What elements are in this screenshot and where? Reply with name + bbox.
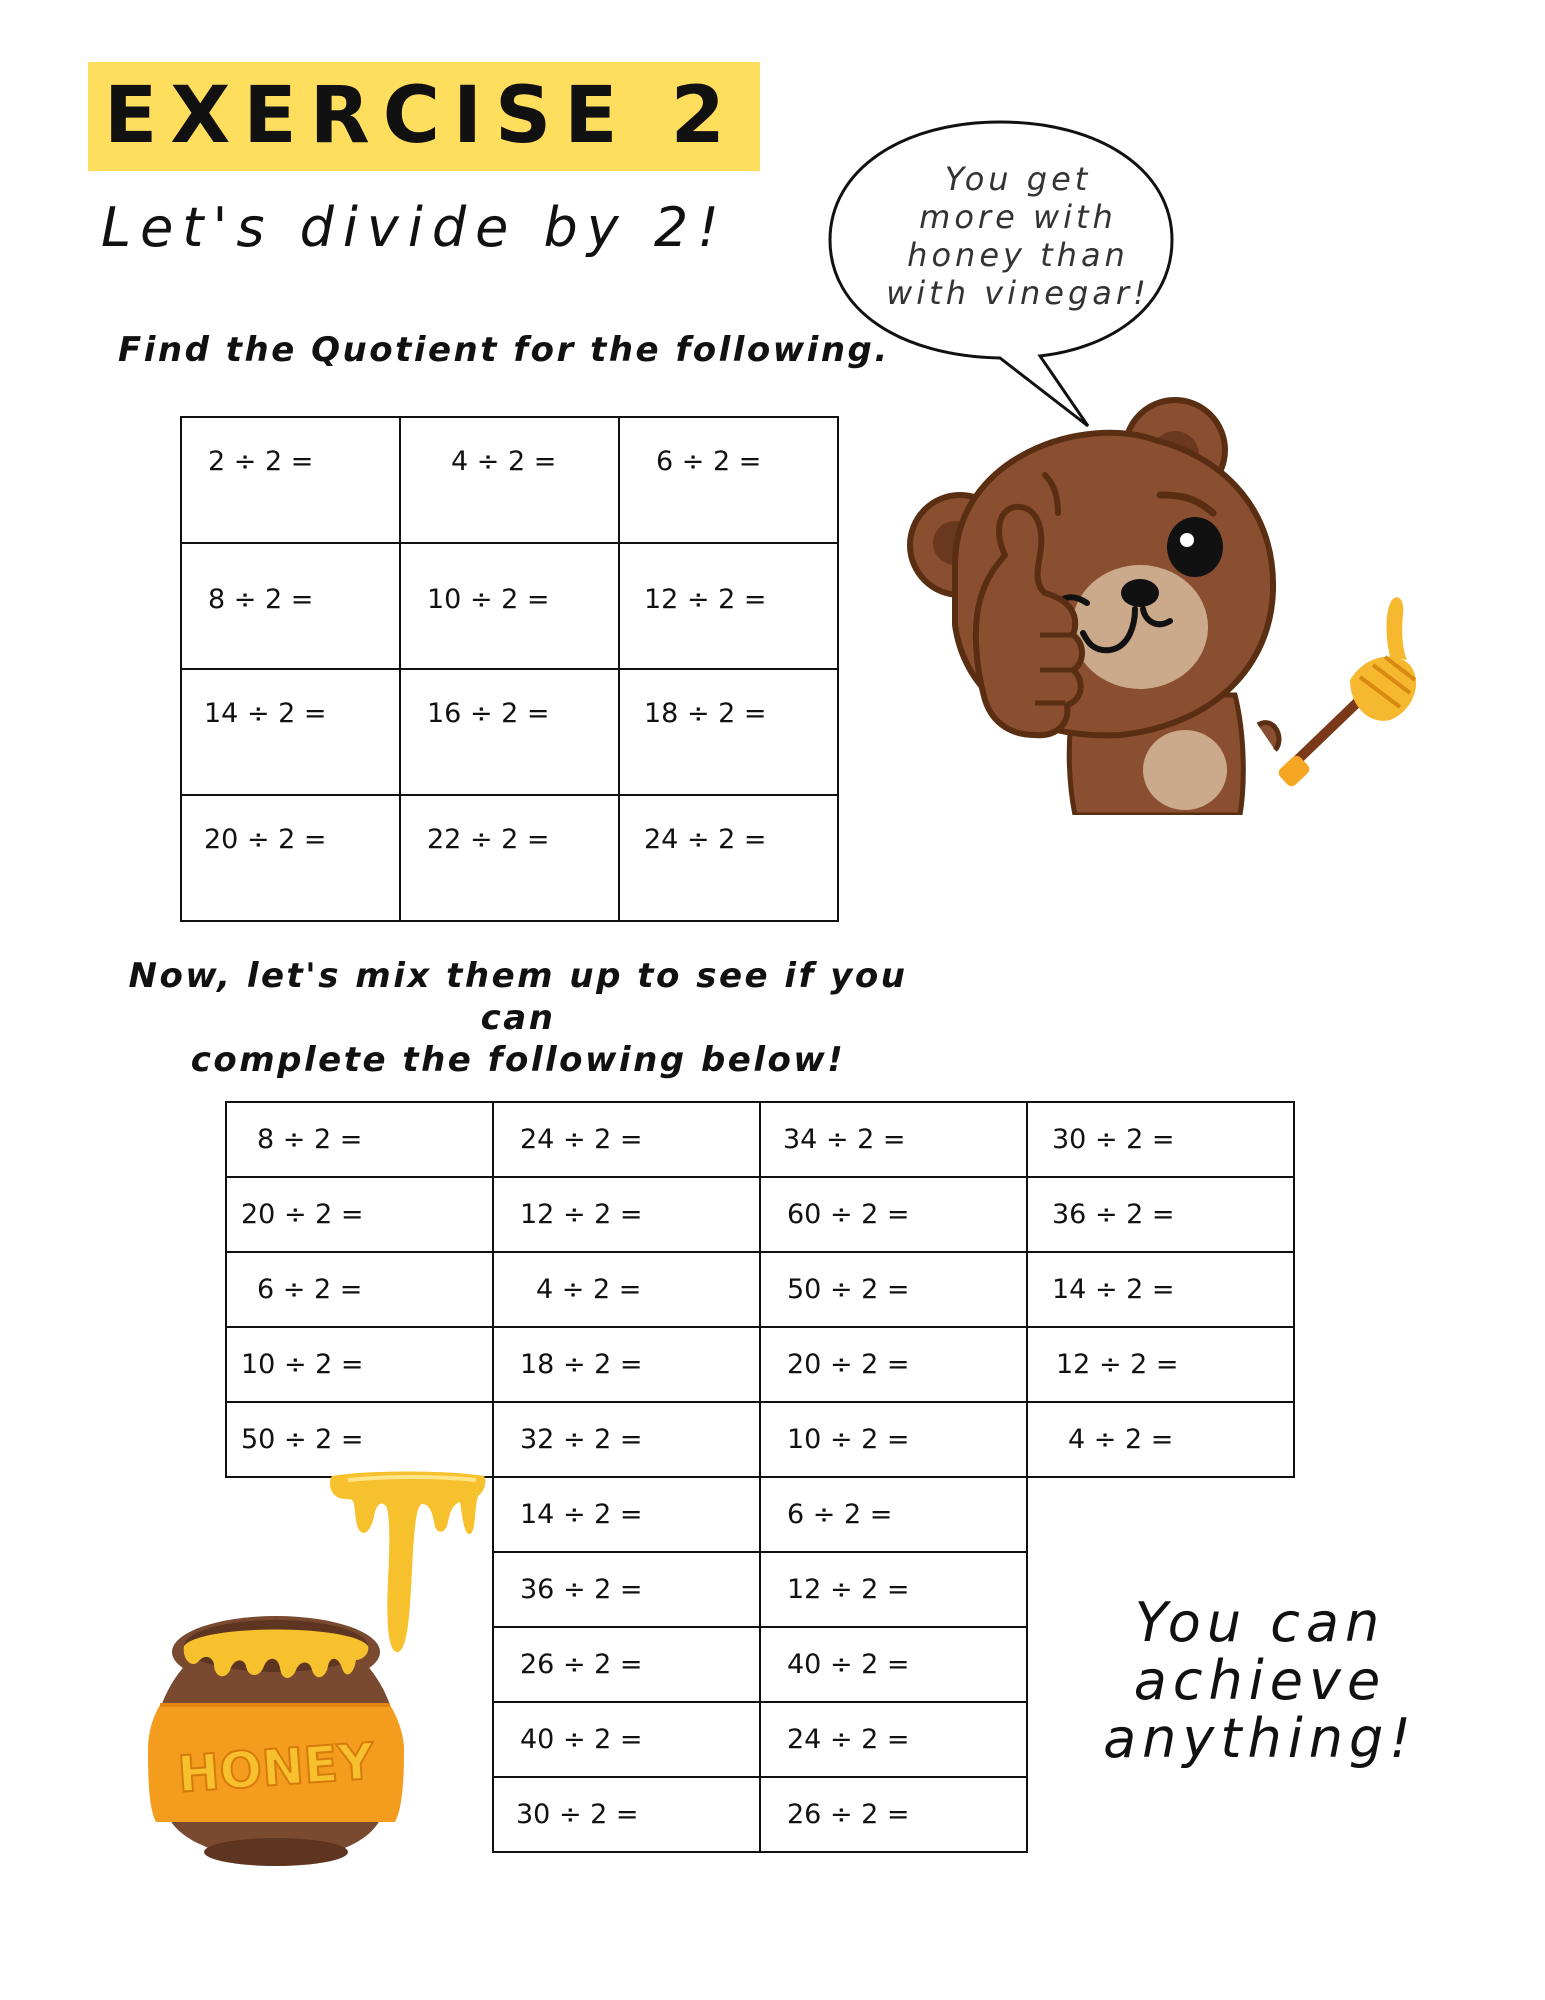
problem-cell[interactable]: 12 ÷ 2 = [493,1177,760,1252]
page-subtitle: Let's divide by 2! [101,196,728,259]
table-row [181,543,838,669]
problem-cell[interactable]: 14 ÷ 2 = [493,1477,760,1552]
problem-cell[interactable]: 40 ÷ 2 = [760,1627,1027,1702]
table-row [493,1477,1027,1552]
problem-cell[interactable]: 18 ÷ 2 = [493,1327,760,1402]
problem-cell[interactable]: 30 ÷ 2 = [493,1777,760,1852]
table-row [181,669,838,795]
problem-cell[interactable]: 2 ÷ 2 = [181,417,400,543]
problem-cell[interactable]: 50 ÷ 2 = [760,1252,1027,1327]
motto-line: You can [1134,1591,1386,1654]
problem-cell[interactable]: 50 ÷ 2 = [226,1402,493,1477]
motto-line: anything! [1103,1707,1417,1770]
problem-cell[interactable]: 32 ÷ 2 = [493,1402,760,1477]
problem-cell[interactable]: 40 ÷ 2 = [493,1702,760,1777]
problem-cell[interactable]: 4 ÷ 2 = [493,1252,760,1327]
problem-cell[interactable]: 26 ÷ 2 = [493,1627,760,1702]
instruction-second-line2: complete the following below! [190,1040,846,1080]
problem-cell[interactable]: 20 ÷ 2 = [181,795,400,921]
table-row [493,1702,1027,1777]
honey-pot-label: HONEY [175,1732,376,1804]
extra-division-grid [492,1476,1028,1853]
problem-cell[interactable]: 20 ÷ 2 = [226,1177,493,1252]
motto-line: achieve [1133,1649,1387,1712]
table-row [493,1552,1027,1627]
problem-cell[interactable]: 18 ÷ 2 = [619,669,838,795]
problem-cell[interactable]: 36 ÷ 2 = [1027,1177,1294,1252]
honey-pot-icon [140,1590,410,1880]
bubble-line: honey than [907,236,1129,274]
problem-cell[interactable]: 20 ÷ 2 = [760,1327,1027,1402]
mixed-division-grid [225,1101,1295,1478]
instruction-second [108,955,928,1081]
problem-cell[interactable]: 16 ÷ 2 = [400,669,619,795]
table-row [181,417,838,543]
problem-cell[interactable]: 24 ÷ 2 = [493,1102,760,1177]
table-row [226,1252,1294,1327]
bubble-line: with vinegar! [886,274,1150,312]
table-row [493,1777,1027,1852]
problem-cell[interactable]: 24 ÷ 2 = [619,795,838,921]
problem-cell[interactable]: 6 ÷ 2 = [760,1477,1027,1552]
problem-cell[interactable]: 10 ÷ 2 = [226,1327,493,1402]
problem-cell[interactable]: 8 ÷ 2 = [181,543,400,669]
table-row [226,1102,1294,1177]
table-row [493,1627,1027,1702]
problem-cell[interactable]: 10 ÷ 2 = [400,543,619,669]
instruction-first: Find the Quotient for the following. [118,330,890,370]
table-row [226,1177,1294,1252]
problem-cell[interactable]: 6 ÷ 2 = [619,417,838,543]
problem-cell[interactable]: 24 ÷ 2 = [760,1702,1027,1777]
speech-bubble-text [858,160,1178,312]
table-row [181,795,838,921]
basic-division-grid [180,416,839,922]
problem-cell[interactable]: 34 ÷ 2 = [760,1102,1027,1177]
problem-cell[interactable]: 14 ÷ 2 = [1027,1252,1294,1327]
problem-cell[interactable]: 10 ÷ 2 = [760,1402,1027,1477]
problem-cell[interactable]: 26 ÷ 2 = [760,1777,1027,1852]
problem-cell[interactable]: 14 ÷ 2 = [181,669,400,795]
problem-cell[interactable]: 60 ÷ 2 = [760,1177,1027,1252]
title-band [88,62,760,171]
bubble-line: more with [919,198,1117,236]
instruction-second-line1: Now, let's mix them up to see if you can [128,956,908,1038]
problem-cell[interactable]: 4 ÷ 2 = [1027,1402,1294,1477]
problem-cell[interactable]: 12 ÷ 2 = [1027,1327,1294,1402]
problem-cell[interactable]: 6 ÷ 2 = [226,1252,493,1327]
table-row [226,1327,1294,1402]
motto [1090,1591,1430,1770]
problem-cell[interactable]: 30 ÷ 2 = [1027,1102,1294,1177]
honey-dipper-icon [1258,597,1416,788]
page-title: EXERCISE 2 [104,71,738,161]
problem-cell[interactable]: 36 ÷ 2 = [493,1552,760,1627]
bubble-line: You get [944,160,1092,198]
problem-cell[interactable]: 12 ÷ 2 = [619,543,838,669]
problem-cell[interactable]: 4 ÷ 2 = [400,417,619,543]
problem-cell[interactable]: 8 ÷ 2 = [226,1102,493,1177]
table-row [226,1402,1294,1477]
problem-cell[interactable]: 22 ÷ 2 = [400,795,619,921]
bear-illustration [895,395,1435,815]
problem-cell[interactable]: 12 ÷ 2 = [760,1552,1027,1627]
